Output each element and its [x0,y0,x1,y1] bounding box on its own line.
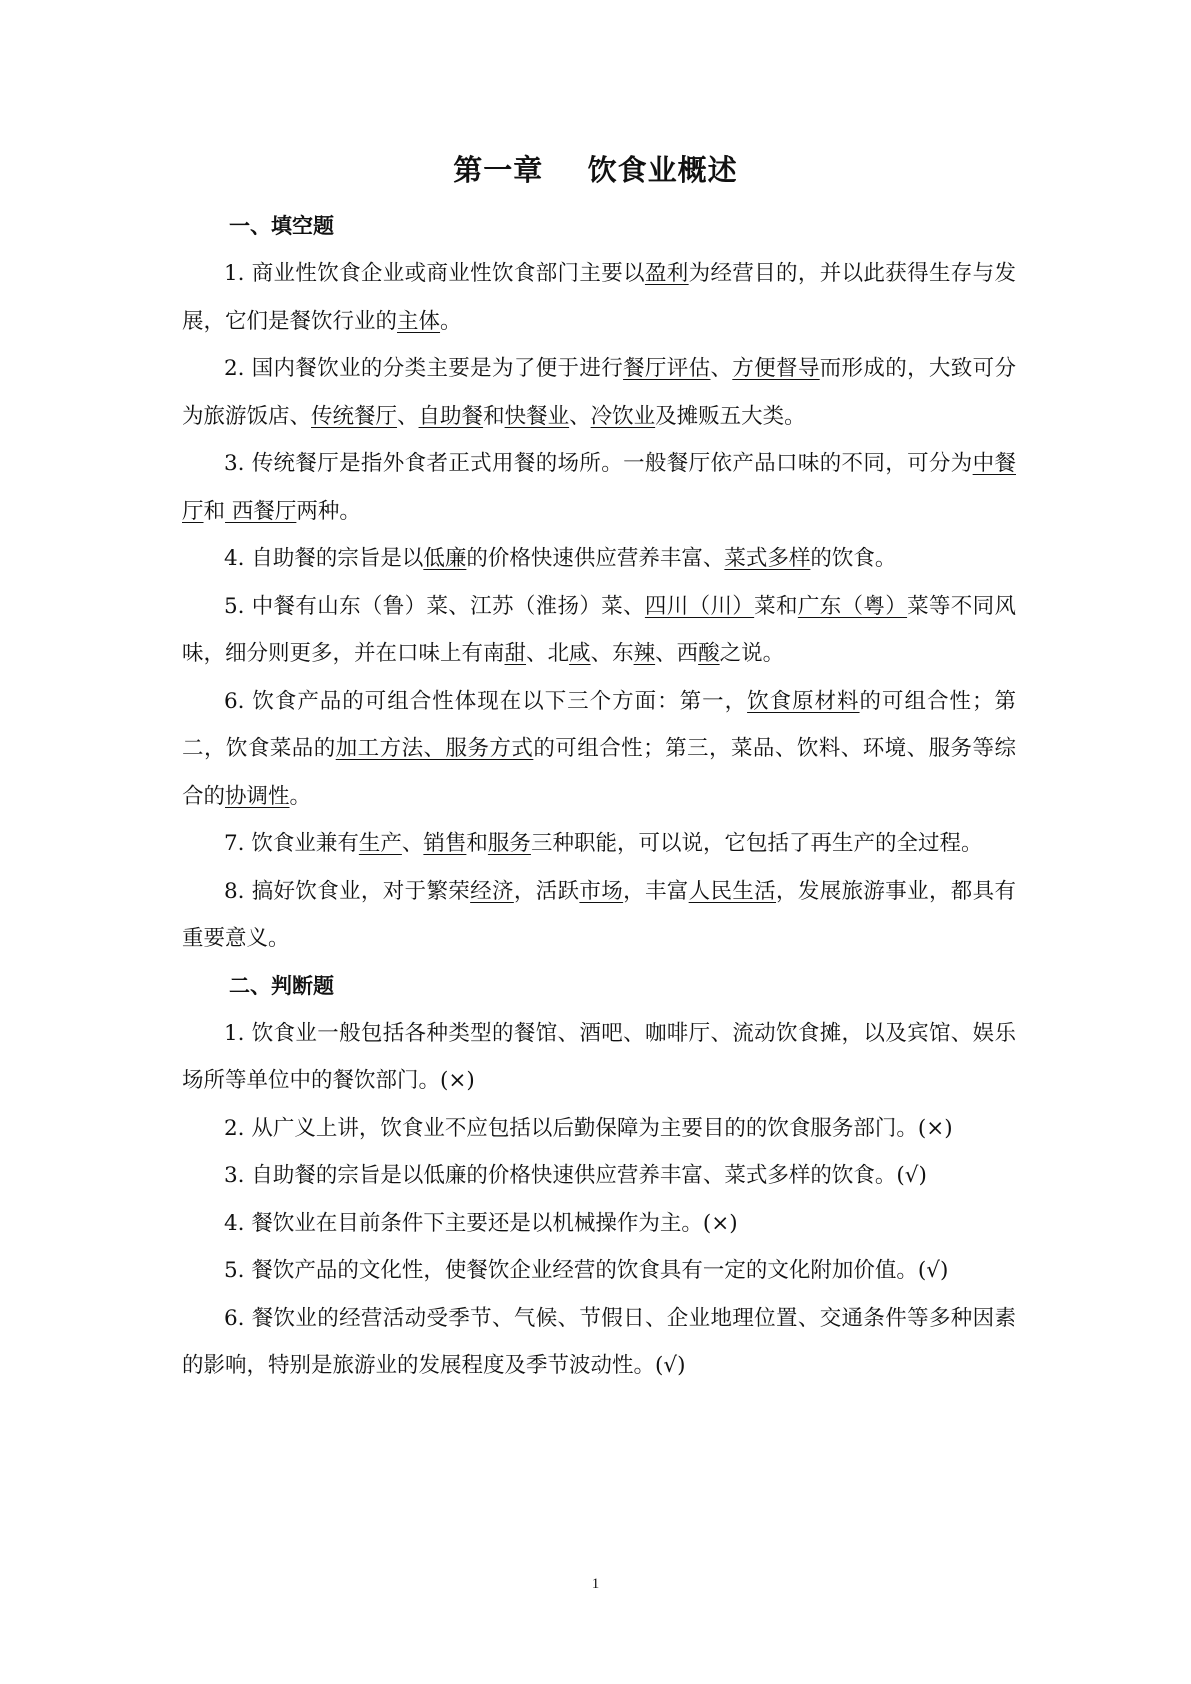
answer-blank: 生产 [358,831,402,856]
question-text: 的价格快速供应营养丰富、 [466,546,725,571]
answer-blank: 协调性 [225,783,290,809]
question-text: 7. 饮食业兼有 [224,831,359,856]
question-text: 、 [401,831,424,856]
question-text: 、 [397,403,419,429]
answer-blank: 饮食原材料 [747,688,860,714]
question-text: 5. 餐饮产品的文化性，使餐饮企业经营的饮食具有一定的文化附加价值。(√) [224,1258,949,1283]
question-list [182,1010,1016,1390]
question-text: 和 [203,498,226,524]
section-fill-in-blank [182,203,1016,963]
answer-blank: 西餐厅 [225,498,297,524]
question-text: 之说。 [719,641,785,666]
question-text: 6. 饮食产品的可组合性体现在以下三个方面：第一， [224,688,748,714]
answer-blank: 广东（粤） [797,593,908,619]
document-body [182,203,1016,1390]
question-item [182,250,1016,345]
section-heading: 二、判断题 [229,973,334,998]
question-text: 、 [710,356,733,381]
question-text: 3. 自助餐的宗旨是以低廉的价格快速供应营养丰富、菜式多样的饮食。(√) [224,1163,927,1188]
question-text: 菜等不同风味，细分则更多，并在口味上有南 [182,593,1016,666]
question-text: 和 [466,831,488,856]
question-text: 的可组合性；第三，菜品、饮料、环境、服务等综合的 [182,736,1016,809]
answer-blank: 经济 [470,878,514,904]
answer-blank: 中餐厅 [182,451,1016,524]
question-text: 两种。 [296,498,361,524]
question-item [182,820,1016,868]
question-item [182,345,1016,440]
question-item [182,678,1016,821]
answer-blank: 自助餐 [418,403,484,429]
question-text: 5. 中餐有山东（鲁）菜、江苏（淮扬）菜、 [224,593,645,619]
answer-blank: 盈利 [644,261,689,286]
question-text: ，丰富 [623,878,689,904]
question-item [182,1152,1016,1200]
answer-blank: 加工方法、服务方式 [335,736,534,761]
answer-blank: 市场 [579,878,624,904]
question-item [182,1200,1016,1248]
chapter-title: 第一章 饮食业概述 [453,153,738,187]
question-text: 的饮食。 [810,546,897,571]
answer-blank: 餐厅评估 [623,356,711,381]
question-item [182,1247,1016,1295]
question-text: 。 [289,783,312,809]
answer-blank: 主体 [397,308,441,334]
question-item [182,535,1016,583]
answer-blank: 销售 [423,831,467,856]
question-text: 、西 [655,641,699,666]
question-text: 为经营目的，并以此获得生存与发展，它们是餐饮行业的 [182,261,1016,334]
answer-blank: 传统餐厅 [311,403,398,429]
section-heading: 一、填空题 [229,214,334,238]
answer-blank: 菜式多样 [724,546,811,571]
question-text: 3. 传统餐厅是指外食者正式用餐的场所。一般餐厅依产品口味的不同，可分为 [224,451,973,476]
question-text: 及摊贩五大类。 [655,403,806,429]
answer-blank: 服务 [487,831,531,856]
answer-blank: 咸 [569,641,591,666]
question-text: 、 [569,403,591,429]
question-item [182,583,1016,678]
answer-blank: 方便督导 [732,356,820,381]
question-item [182,1010,1016,1105]
question-text: 4. 餐饮业在目前条件下主要还是以机械操作为主。(×) [224,1210,738,1236]
question-text: 1. 饮食业一般包括各种类型的餐馆、酒吧、咖啡厅、流动饮食摊，以及宾馆、娱乐场所等单位中的餐饮部门。(×) [182,1020,1016,1093]
question-text: ，活跃 [513,878,580,904]
answer-blank: 快餐业 [504,403,570,429]
question-list [182,250,1016,963]
question-text: ，发展旅游事业，都具有重要意义。 [182,878,1016,951]
page-number: 1 [591,1576,600,1592]
question-text: 而形成的，大致可分为旅游饭店、 [182,356,1016,429]
question-text: 菜和 [754,593,798,619]
answer-blank: 辣 [633,641,656,666]
question-item [182,868,1016,963]
answer-blank: 冷饮业 [590,403,656,429]
question-text: 2. 国内餐饮业的分类主要是为了便于进行 [224,356,624,381]
question-text: 8. 搞好饮食业，对于繁荣 [224,878,471,904]
question-item [182,440,1016,535]
question-text: 4. 自助餐的宗旨是以 [224,546,424,571]
question-item [182,1295,1016,1390]
question-text: 、东 [590,641,634,666]
question-text: 的可组合性；第二，饮食菜品的 [182,688,1016,761]
question-text: 。 [440,308,462,334]
answer-blank: 甜 [504,641,527,666]
question-text: 三种职能，可以说，它包括了再生产的全过程。 [530,831,983,856]
answer-blank: 人民生活 [688,878,777,904]
question-text: 和 [483,403,505,429]
section-true-false [182,963,1016,1390]
question-text: 、北 [526,641,570,666]
answer-blank: 四川（川） [644,593,755,619]
question-item [182,1105,1016,1153]
answer-blank: 酸 [698,641,720,666]
question-text: 1. 商业性饮食企业或商业性饮食部门主要以 [224,261,645,286]
question-text: 2. 从广义上讲，饮食业不应包括以后勤保障为主要目的的饮食服务部门。(×) [224,1115,953,1141]
answer-blank: 低廉 [423,546,467,571]
question-text: 6. 餐饮业的经营活动受季节、气候、节假日、企业地理位置、交通条件等多种因素的影响，特别是旅游业的发展程度及季节波动性。(√) [182,1305,1016,1378]
